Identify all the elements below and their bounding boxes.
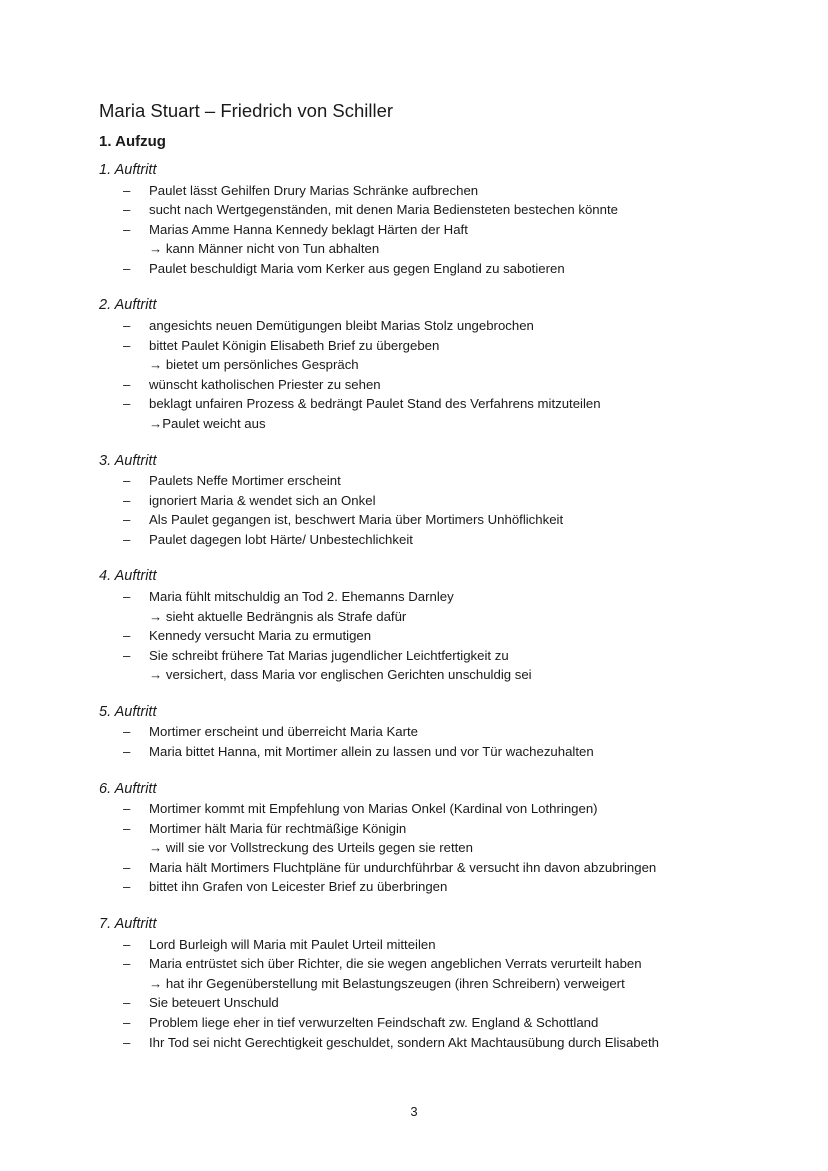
list-item — [99, 1033, 739, 1053]
list-item — [99, 819, 739, 858]
list-item — [99, 394, 739, 433]
scene-section — [99, 161, 739, 278]
list-item-text: Paulet dagegen lobt Härte/ Unbestechlichkeit — [149, 531, 413, 547]
scene-section — [99, 452, 739, 550]
dash-bullet-icon: – — [123, 956, 131, 972]
scene-bullet-list — [99, 799, 739, 897]
list-item-text: Maria fühlt mitschuldig an Tod 2. Ehemanns Darnley — [149, 588, 454, 604]
list-item-text: Paulets Neffe Mortimer erscheint — [149, 473, 341, 489]
list-item — [99, 646, 739, 685]
list-item — [99, 530, 739, 550]
scene-list — [99, 161, 739, 1070]
dash-bullet-icon: – — [123, 202, 131, 218]
list-item — [99, 220, 739, 259]
scene-title: 1. Auftritt — [99, 162, 157, 178]
dash-bullet-icon: – — [123, 647, 131, 663]
list-item-text: bittet Paulet Königin Elisabeth Brief zu übergeben — [149, 337, 440, 353]
dash-bullet-icon: – — [123, 1034, 131, 1050]
scene-title: 7. Auftritt — [99, 916, 157, 933]
list-item-text: Marias Amme Hanna Kennedy beklagt Härten der Haft — [149, 221, 468, 237]
list-item — [99, 858, 739, 878]
act-heading: 1. Aufzug — [99, 133, 166, 150]
scene-section — [99, 567, 739, 684]
document-title: Maria Stuart – Friedrich von Schiller — [99, 100, 394, 121]
list-item-consequence: → versichert, dass Maria vor englischen Gerichten unschuldig sei — [149, 667, 532, 683]
list-item — [99, 181, 739, 201]
list-item-text: Sie schreibt frühere Tat Marias jugendlicher Leichtfertigkeit zu — [149, 647, 509, 663]
list-item-consequence: → hat ihr Gegenüberstellung mit Belastungszeugen (ihren Schreibern) verweigert — [149, 975, 625, 991]
dash-bullet-icon: – — [123, 221, 131, 237]
scene-title: 5. Auftritt — [99, 703, 157, 720]
page-number: 3 — [410, 1104, 418, 1119]
list-item-text: Lord Burleigh will Maria mit Paulet Urteil mitteilen — [149, 936, 436, 952]
list-item-text: ignoriert Maria & wendet sich an Onkel — [149, 492, 376, 508]
scene-section — [99, 915, 739, 1052]
dash-bullet-icon: – — [123, 879, 131, 895]
scene-title: 4. Auftritt — [99, 568, 157, 585]
dash-bullet-icon: – — [123, 588, 131, 604]
list-item-text: Paulet beschuldigt Maria vom Kerker aus gegen England zu sabotieren — [149, 260, 565, 276]
list-item-consequence: → sieht aktuelle Bedrängnis als Strafe dafür — [149, 608, 407, 624]
list-item-text: bittet ihn Grafen von Leicester Brief zu überbringen — [149, 879, 448, 895]
list-item-text: Maria hält Mortimers Fluchtpläne für undurchführbar & versucht ihn davon abzubringen — [149, 859, 657, 875]
list-item-text: Mortimer hält Maria für rechtmäßige Königin — [149, 820, 407, 836]
list-item-text: Problem liege eher in tief verwurzelten Feindschaft zw. England & Schottland — [149, 1014, 599, 1030]
dash-bullet-icon: – — [123, 628, 131, 644]
list-item-consequence: →Paulet weicht aus — [149, 415, 266, 431]
dash-bullet-icon: – — [123, 743, 131, 759]
scene-bullet-list — [99, 722, 739, 761]
dash-bullet-icon: – — [123, 531, 131, 547]
dash-bullet-icon: – — [123, 512, 131, 528]
scene-section — [99, 780, 739, 897]
scene-title: 3. Auftritt — [99, 452, 157, 469]
scene-bullet-list — [99, 471, 739, 549]
list-item-text: Als Paulet gegangen ist, beschwert Maria über Mortimers Unhöflichkeit — [149, 512, 564, 528]
scene-section — [99, 703, 739, 762]
dash-bullet-icon: – — [123, 260, 131, 276]
list-item — [99, 993, 739, 1013]
list-item-text: Mortimer erscheint und überreicht Maria Karte — [149, 724, 418, 740]
dash-bullet-icon: – — [123, 801, 131, 817]
list-item — [99, 510, 739, 530]
list-item — [99, 336, 739, 375]
scene-bullet-list — [99, 181, 739, 279]
list-item-text: Ihr Tod sei nicht Gerechtigkeit geschuldet, sondern Akt Machtausübung durch Elisabeth — [149, 1034, 659, 1050]
list-item — [99, 799, 739, 819]
list-item-text: Maria entrüstet sich über Richter, die sie wegen angeblichen Verrats verurteilt haben — [149, 956, 642, 972]
list-item — [99, 200, 739, 220]
list-item-text: angesichts neuen Demütigungen bleibt Marias Stolz ungebrochen — [149, 317, 534, 333]
dash-bullet-icon: – — [123, 473, 131, 489]
list-item — [99, 935, 739, 955]
list-item — [99, 491, 739, 511]
scene-section — [99, 296, 739, 433]
dash-bullet-icon: – — [123, 936, 131, 952]
list-item-text: Maria bittet Hanna, mit Mortimer allein zu lassen und vor Tür wachezuhalten — [149, 743, 594, 759]
list-item — [99, 742, 739, 762]
list-item — [99, 626, 739, 646]
list-item-consequence: → bietet um persönliches Gespräch — [149, 357, 359, 373]
list-item — [99, 375, 739, 395]
dash-bullet-icon: – — [123, 317, 131, 333]
scene-bullet-list — [99, 316, 739, 434]
scene-bullet-list — [99, 587, 739, 685]
dash-bullet-icon: – — [123, 1014, 131, 1030]
list-item — [99, 587, 739, 626]
list-item — [99, 316, 739, 336]
scene-title: 6. Auftritt — [99, 780, 157, 797]
list-item-consequence: → will sie vor Vollstreckung des Urteils gegen sie retten — [149, 840, 473, 856]
list-item-text: Paulet lässt Gehilfen Drury Marias Schränke aufbrechen — [149, 182, 479, 198]
list-item — [99, 954, 739, 993]
dash-bullet-icon: – — [123, 376, 131, 392]
dash-bullet-icon: – — [123, 820, 131, 836]
list-item — [99, 1013, 739, 1033]
list-item-text: Sie beteuert Unschuld — [149, 995, 279, 1011]
list-item — [99, 722, 739, 742]
list-item — [99, 877, 739, 897]
dash-bullet-icon: – — [123, 182, 131, 198]
scene-bullet-list — [99, 935, 739, 1053]
dash-bullet-icon: – — [123, 859, 131, 875]
dash-bullet-icon: – — [123, 724, 131, 740]
list-item-consequence: → kann Männer nicht von Tun abhalten — [149, 241, 380, 257]
dash-bullet-icon: – — [123, 492, 131, 508]
list-item-text: Mortimer kommt mit Empfehlung von Marias Onkel (Kardinal von Lothringen) — [149, 801, 598, 817]
list-item-text: beklagt unfairen Prozess & bedrängt Paulet Stand des Verfahrens mitzuteilen — [149, 396, 601, 412]
dash-bullet-icon: – — [123, 995, 131, 1011]
scene-title: 2. Auftritt — [99, 297, 157, 314]
list-item-text: wünscht katholischen Priester zu sehen — [149, 376, 381, 392]
dash-bullet-icon: – — [123, 396, 131, 412]
list-item-text: sucht nach Wertgegenständen, mit denen Maria Bediensteten bestechen könnte — [149, 202, 618, 218]
dash-bullet-icon: – — [123, 337, 131, 353]
list-item — [99, 471, 739, 491]
list-item — [99, 259, 739, 279]
list-item-text: Kennedy versucht Maria zu ermutigen — [149, 628, 372, 644]
